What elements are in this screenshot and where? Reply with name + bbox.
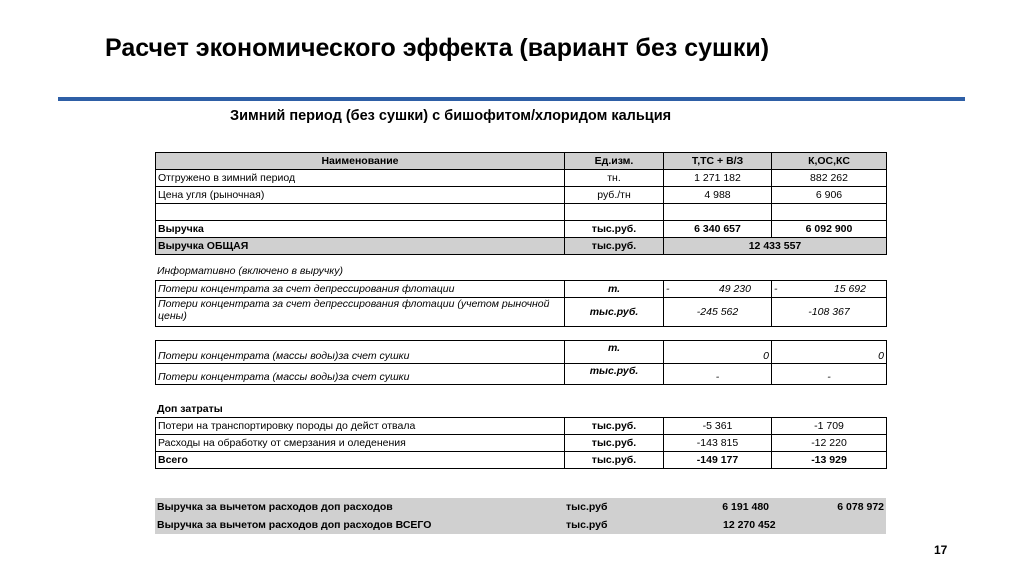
row-value-t: 6 340 657 xyxy=(664,221,772,238)
main-table xyxy=(155,152,887,255)
row-value-k: - xyxy=(772,364,887,385)
row-name: Выручка xyxy=(156,221,565,238)
row-unit: тыс.руб. xyxy=(565,238,664,255)
drying-table xyxy=(155,340,887,385)
row-unit: т. xyxy=(565,281,664,298)
row-unit: тыс.руб. xyxy=(565,364,664,385)
table-row xyxy=(156,281,887,298)
row-name: Цена угля (рыночная) xyxy=(156,187,565,204)
table-row xyxy=(156,364,887,385)
row-name: Выручка ОБЩАЯ xyxy=(156,238,565,255)
table-row-total xyxy=(156,238,887,255)
col-header-name: Наименование xyxy=(156,153,565,170)
info-table xyxy=(155,280,887,327)
row-value-k: -12 220 xyxy=(772,435,887,452)
row-name: Потери на транспортировку породы до дейст отвала xyxy=(156,418,565,435)
extra-costs-heading: Доп затраты xyxy=(157,403,223,415)
row-unit: тыс.руб xyxy=(564,498,663,516)
row-name: Потери концентрата за счет депрессирования флотации (учетом рыночной цены) xyxy=(156,298,565,327)
row-value-total: 12 433 557 xyxy=(664,238,887,255)
row-value-k xyxy=(772,281,887,298)
page-number: 17 xyxy=(934,543,948,557)
extra-costs-table xyxy=(155,417,887,469)
table-row xyxy=(156,298,887,327)
row-unit: т. xyxy=(565,341,664,364)
table-row xyxy=(156,341,887,364)
row-value-t: 6 191 480 xyxy=(663,498,771,516)
table-row xyxy=(155,498,886,516)
row-unit: тыс.руб. xyxy=(565,435,664,452)
table-row xyxy=(156,170,887,187)
row-unit: тыс.руб xyxy=(564,516,663,534)
row-value-k: 6 092 900 xyxy=(772,221,887,238)
row-value-t: -5 361 xyxy=(664,418,772,435)
row-name: Всего xyxy=(156,452,565,469)
value: 49 230 xyxy=(718,283,751,295)
row-value-t: 1 271 182 xyxy=(664,170,772,187)
table-subtitle: Зимний период (без сушки) с бишофитом/хлоридом кальция xyxy=(230,108,672,124)
col-header-unit: Ед.изм. xyxy=(565,153,664,170)
row-value-t: - xyxy=(664,364,772,385)
row-unit: тыс.руб. xyxy=(565,452,664,469)
row-unit: тыс.руб. xyxy=(565,221,664,238)
table-row-total xyxy=(155,516,886,534)
table-row xyxy=(156,418,887,435)
value: 15 692 xyxy=(833,283,866,295)
row-unit: тыс.руб. xyxy=(565,418,664,435)
row-value-t: 4 988 xyxy=(664,187,772,204)
row-value-t: 0 xyxy=(664,341,772,364)
table-row-empty xyxy=(156,204,887,221)
table-row xyxy=(156,187,887,204)
row-value-k: 882 262 xyxy=(772,170,887,187)
row-value-k: 0 xyxy=(772,341,887,364)
row-value-t: -143 815 xyxy=(664,435,772,452)
table-header-row xyxy=(156,153,887,170)
table-row xyxy=(156,435,887,452)
col-header-t: Т,ТС + В/З xyxy=(664,153,772,170)
row-value-k: -1 709 xyxy=(772,418,887,435)
row-value-k: 6 078 972 xyxy=(771,498,886,516)
net-revenue-table xyxy=(155,498,886,534)
slide-title: Расчет экономического эффекта (вариант без сушки) xyxy=(105,34,770,62)
row-value-k: -13 929 xyxy=(772,452,887,469)
title-rule xyxy=(58,97,965,101)
row-name: Расходы на обработку от смерзания и оледенения xyxy=(156,435,565,452)
table-row xyxy=(156,221,887,238)
row-name: Выручка за вычетом расходов доп расходов xyxy=(155,498,564,516)
dash-mark: - xyxy=(666,283,670,295)
row-value-k: 6 906 xyxy=(772,187,887,204)
row-value-t: -245 562 xyxy=(664,298,772,327)
row-value-t xyxy=(664,281,772,298)
row-name: Потери концентрата (массы воды)за счет сушки xyxy=(156,364,565,385)
row-name: Потери концентрата за счет депрессирования флотации xyxy=(156,281,565,298)
row-name: Отгружено в зимний период xyxy=(156,170,565,187)
info-heading: Информативно (включено в выручку) xyxy=(157,265,343,277)
row-value-t: -149 177 xyxy=(664,452,772,469)
table-row-total xyxy=(156,452,887,469)
row-value-k: -108 367 xyxy=(772,298,887,327)
row-name: Выручка за вычетом расходов доп расходов ВСЕГО xyxy=(155,516,564,534)
row-unit: тыс.руб. xyxy=(565,298,664,327)
row-name: Потери концентрата (массы воды)за счет сушки xyxy=(156,341,565,364)
col-header-k: К,ОС,КС xyxy=(772,153,887,170)
dash-mark: - xyxy=(774,283,778,295)
row-unit: тн. xyxy=(565,170,664,187)
row-unit: руб./тн xyxy=(565,187,664,204)
row-value-total: 12 270 452 xyxy=(663,516,886,534)
